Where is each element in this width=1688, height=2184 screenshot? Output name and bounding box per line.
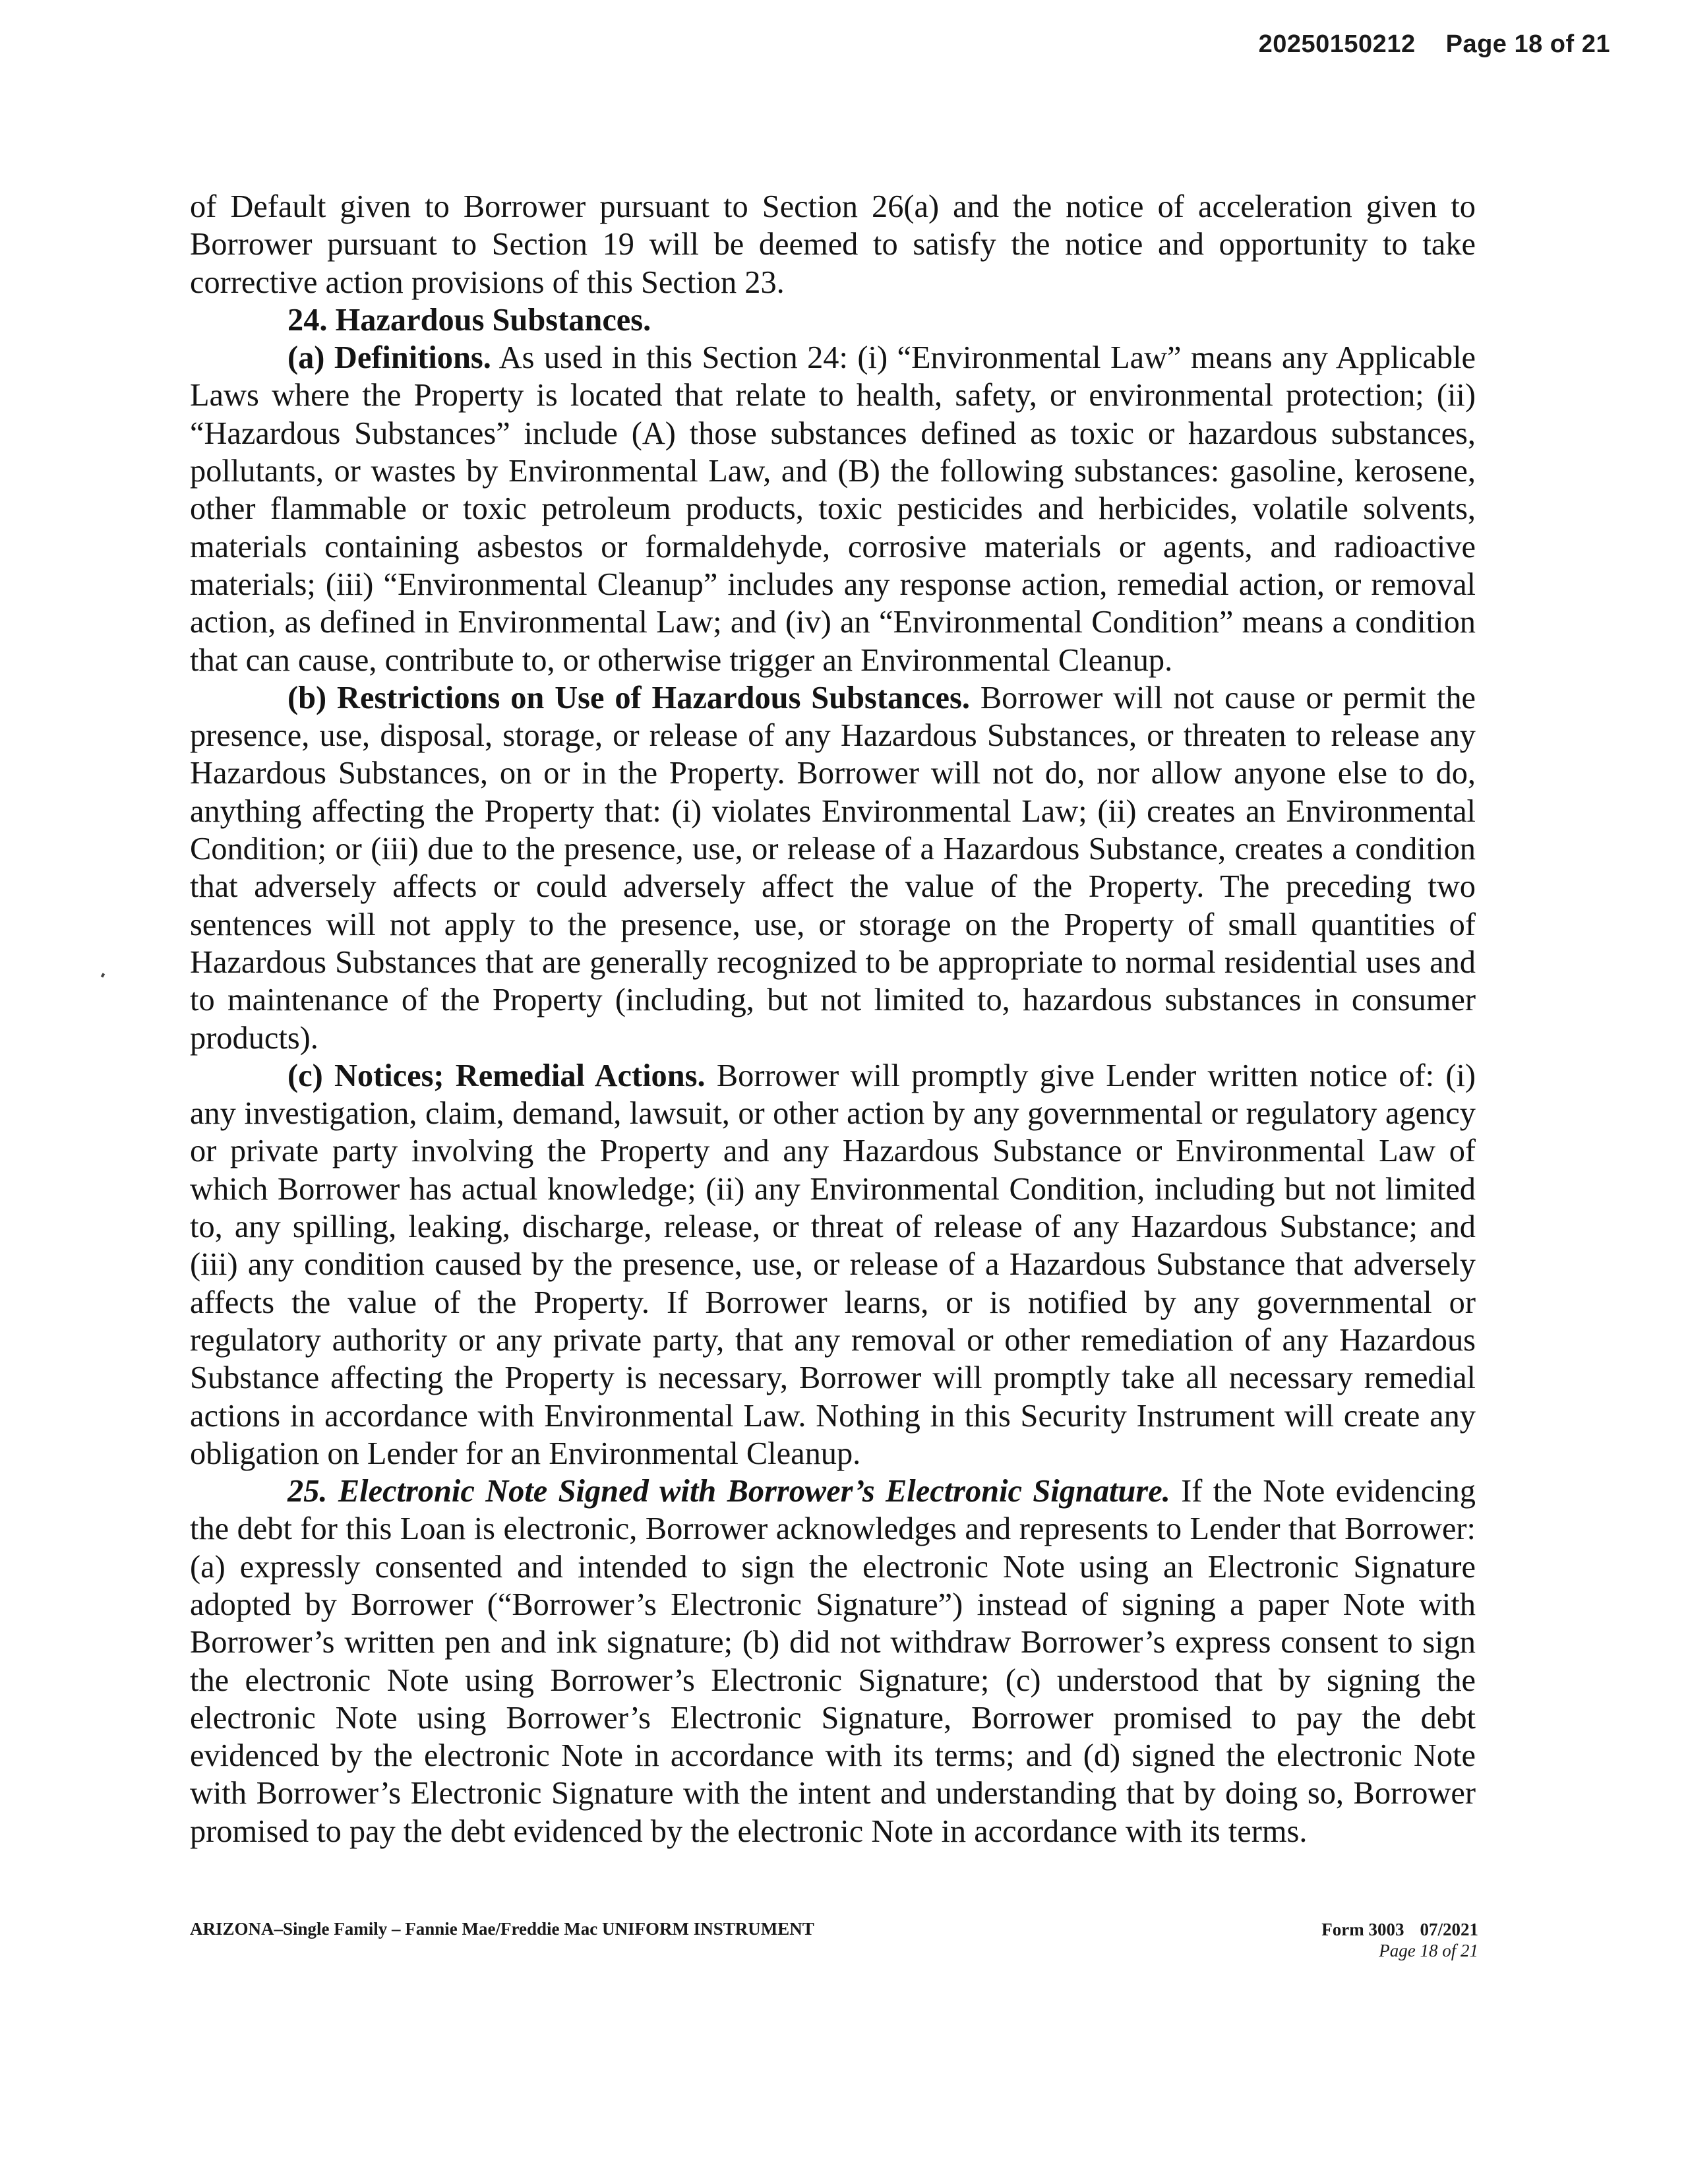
section-24a-heading: (a) Definitions.	[287, 340, 491, 376]
form-date: 07/2021	[1420, 1920, 1478, 1939]
section-25-heading: 25. Electronic Note Signed with Borrower’s Electronic Signature.	[287, 1474, 1170, 1509]
section-25-text: If the Note evidencing the debt for this Loan is electronic, Borrower acknowledges and represents to Lender that Borrower: (a) expressly consented and intended to sign the electronic Note using an Electronic Signature adopted by Borrower (“Borrower’s Electronic Signature”) instead of signing a paper Note with Borrower’s written pen and ink signature; (b) did not withdraw Borrower’s express consent to sign the electronic Note using Borrower’s Electronic Signature; (c) understood that by signing the electronic Note using Borrower’s Electronic Signature, Borrower promised to pay the debt evidenced by the electronic Note in accordance with its terms; and (d) signed the electronic Note with Borrower’s Electronic Signature with the intent and understanding that by doing so, Borrower promised to pay the debt evidenced by the electronic Note in accordance with its terms.	[190, 1474, 1476, 1849]
scan-speck	[101, 973, 105, 977]
footer-form-line	[1321, 1919, 1478, 1940]
footer-instrument-label: ARIZONA–Single Family – Fannie Mae/Freddie Mac UNIFORM INSTRUMENT	[190, 1919, 814, 1939]
section-24b-text: Borrower will not cause or permit the presence, use, disposal, storage, or release of any Hazardous Substances, or threaten to release any Hazardous Substances, on or in the Property. Borrower will not do, nor allow anyone else to do, anything affecting the Property that: (i) violates Environmental Law; (ii) creates an Environmental Condition; or (iii) due to the presence, use, or release of a Hazardous Substance, creates a condition that adversely affects or could adversely affect the value of the Property. The preceding two sentences will not apply to the presence, use, or storage on the Property of small quantities of Hazardous Substances that are generally recognized to be appropriate to normal residential uses and to maintenance of the Property (including, but not limited to, hazardous substances in consumer products).	[190, 680, 1476, 1056]
section-24c-paragraph	[190, 1057, 1476, 1472]
section-24a-paragraph	[190, 339, 1476, 679]
section-24c-text: Borrower will promptly give Lender written notice of: (i) any investigation, claim, demand, lawsuit, or other action by any governmental or regulatory agency or private party involving the Property and any Hazardous Substance or Environmental Law of which Borrower has actual knowledge; (ii) any Environmental Condition, including but not limited to, any spilling, leaking, discharge, release, or threat of release of any Hazardous Substance; and (iii) any condition caused by the presence, use, or release of a Hazardous Substance that adversely affects the value of the Property. If Borrower learns, or is notified by any governmental or regulatory authority or any private party, that any removal or other remediation of any Hazardous Substance affecting the Property is necessary, Borrower will promptly take all necessary remedial actions in accordance with Environmental Law. Nothing in this Security Instrument will create any obligation on Lender for an Environmental Cleanup.	[190, 1058, 1476, 1471]
document-number: 20250150212	[1258, 30, 1416, 58]
section-24b-heading: (b) Restrictions on Use of Hazardous Substances.	[287, 680, 970, 715]
document-body	[190, 188, 1476, 1850]
section-25-paragraph	[190, 1472, 1476, 1850]
section-24c-heading: (c) Notices; Remedial Actions.	[287, 1058, 706, 1093]
form-number: Form 3003	[1321, 1920, 1404, 1939]
section-24a-text: As used in this Section 24: (i) “Environmental Law” means any Applicable Laws where the Property is located that relate to health, safety, or environmental protection; (ii) “Hazardous Substances” include (A) those substances defined as toxic or hazardous substances, pollutants, or wastes by Environmental Law, and (B) the following substances: gasoline, kerosene, other flammable or toxic petroleum products, toxic pesticides and herbicides, volatile solvents, materials containing asbestos or formaldehyde, corrosive materials or agents, and radioactive materials; (iii) “Environmental Cleanup” includes any response action, remedial action, or removal action, as defined in Environmental Law; and (iv) an “Environmental Condition” means a condition that can cause, contribute to, or otherwise trigger an Environmental Cleanup.	[190, 340, 1476, 678]
footer-form-info	[1321, 1919, 1478, 1961]
page-header	[1259, 30, 1610, 59]
section-24-heading: 24. Hazardous Substances.	[287, 302, 651, 338]
continuation-paragraph: of Default given to Borrower pursuant to Section 26(a) and the notice of acceleration given to Borrower pursuant to Section 19 will be deemed to satisfy the notice and opportunity to take corrective action provisions of this Section 23.	[190, 189, 1476, 300]
section-24b-paragraph	[190, 679, 1476, 1057]
footer-page-number: Page 18 of 21	[1379, 1941, 1478, 1960]
page-indicator: Page 18 of 21	[1445, 30, 1610, 58]
